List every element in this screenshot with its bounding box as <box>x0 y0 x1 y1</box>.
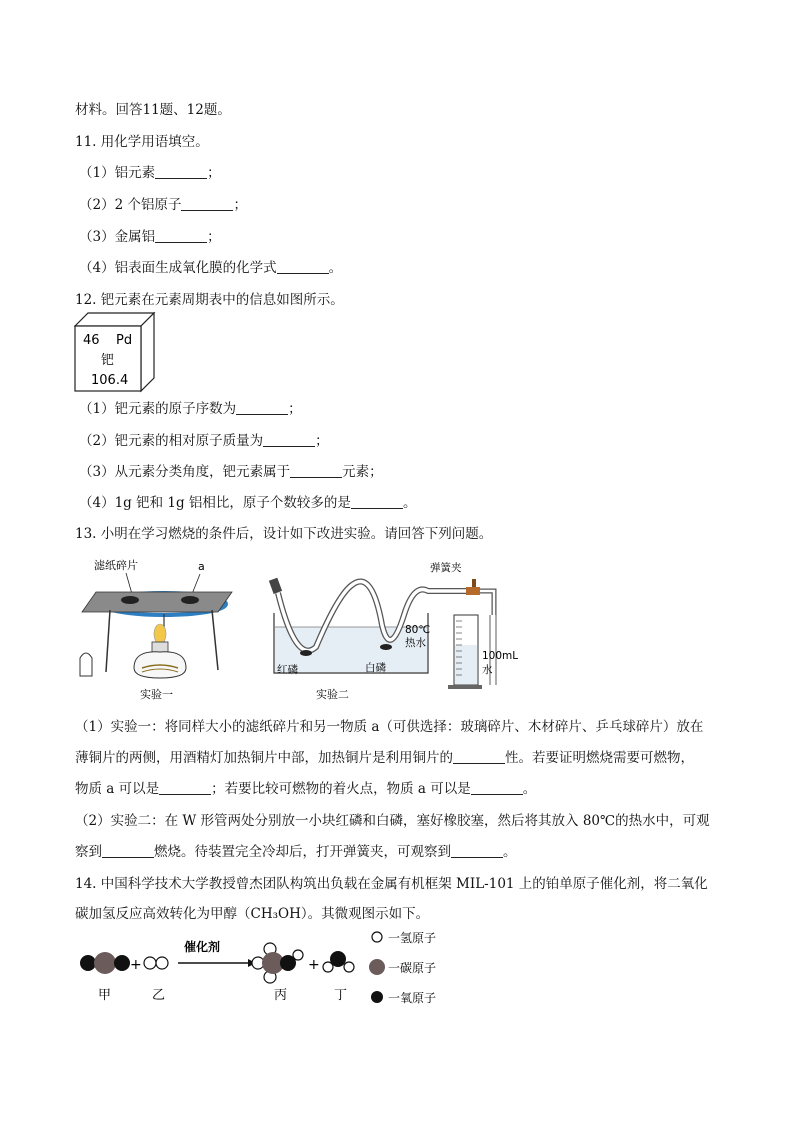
q14-line2: 碳加氢反应高效转化为甲醇（CH₃OH）。其微观图示如下。 <box>75 906 430 922</box>
q11-item-2: （2）2 个铝原子 ； <box>79 197 247 213</box>
element-number: 46 <box>83 333 100 348</box>
legend-carbon: 一碳原子 <box>388 961 437 975</box>
svg-text:丙: 丙 <box>274 988 288 1003</box>
svg-text:丁: 丁 <box>334 988 348 1003</box>
svg-text:水: 水 <box>482 664 493 676</box>
answer-blank[interactable] <box>471 780 523 795</box>
svg-text:80℃: 80℃ <box>405 624 431 636</box>
q12-item-2: （2）钯元素的相对原子质量为 ； <box>79 433 329 449</box>
svg-text:乙: 乙 <box>152 988 166 1003</box>
q11-item-3: （3）金属铝 ； <box>79 229 221 245</box>
svg-text:a: a <box>198 560 205 573</box>
svg-text:白磷: 白磷 <box>365 662 386 674</box>
answer-blank[interactable] <box>155 164 207 179</box>
svg-text:滤纸碎片: 滤纸碎片 <box>94 559 138 572</box>
answer-blank[interactable] <box>290 463 342 478</box>
answer-blank[interactable] <box>453 749 505 764</box>
q11-item-4: （4）铝表面生成氧化膜的化学式 。 <box>79 260 343 276</box>
svg-text:100mL: 100mL <box>482 650 519 662</box>
q12-item-3: （3）从元素分类角度，钯元素属于 元素； <box>79 464 383 480</box>
q12-item-4: （4）1g 钯和 1g 铝相比，原子个数较多的是 。 <box>79 495 417 511</box>
legend-oxygen: 一氧原子 <box>388 991 437 1005</box>
svg-text:+: + <box>130 957 142 973</box>
svg-text:甲: 甲 <box>98 988 112 1003</box>
element-mass: 106.4 <box>91 373 129 388</box>
svg-text:+: + <box>308 957 320 973</box>
answer-blank[interactable] <box>181 196 233 211</box>
catalyst-label: 催化剂 <box>184 940 221 954</box>
experiment-two-figure <box>268 555 528 705</box>
fig1-caption: 实验一 <box>140 688 173 701</box>
answer-blank[interactable] <box>159 780 211 795</box>
answer-blank[interactable] <box>351 494 403 509</box>
periodic-table-cell <box>74 312 158 394</box>
experiment-one-figure <box>72 550 242 705</box>
q13-p1-line1: （1）实验一：将同样大小的滤纸碎片和另一物质 a（可供选择：玻璃碎片、木材碎片、乒乓球碎片）放在 <box>75 719 704 735</box>
svg-text:弹簧夹: 弹簧夹 <box>430 562 462 574</box>
q13-p2-line2: 察到 燃烧。待装置完全冷却后，打开弹簧夹，可观察到 。 <box>75 844 517 860</box>
reaction-diagram <box>72 925 492 1010</box>
intro-text: 材料。回答11题、12题。 <box>75 102 231 118</box>
legend-hydrogen: 一氢原子 <box>388 931 437 945</box>
answer-blank[interactable] <box>236 400 288 415</box>
answer-blank[interactable] <box>155 228 207 243</box>
answer-blank[interactable] <box>277 259 329 274</box>
q11-item-1: （1）铝元素 ； <box>79 165 221 181</box>
q13-stem: 13. 小明在学习燃烧的条件后，设计如下改进实验。请回答下列问题。 <box>75 526 493 542</box>
fig2-caption: 实验二 <box>316 688 349 701</box>
q13-p1-line3: 物质 a 可以是 ；若要比较可燃物的着火点，物质 a 可以是 。 <box>75 781 537 797</box>
answer-blank[interactable] <box>263 432 315 447</box>
q13-p2-line1: （2）实验二：在 W 形管两处分别放一小块红磷和白磷，塞好橡胶塞，然后将其放入 80℃的热水中，可观 <box>75 813 710 829</box>
svg-text:红磷: 红磷 <box>277 664 298 676</box>
element-symbol: Pd <box>116 333 133 348</box>
q11-stem: 11. 用化学用语填空。 <box>75 134 209 150</box>
answer-blank[interactable] <box>102 843 154 858</box>
q12-stem: 12. 钯元素在元素周期表中的信息如图所示。 <box>75 292 344 308</box>
q13-p1-line2: 薄铜片的两侧，用酒精灯加热铜片中部，加热铜片是利用铜片的 性。若要证明燃烧需要可燃物， <box>75 750 694 766</box>
q14-line1: 14. 中国科学技术大学教授曾杰团队构筑出负载在金属有机框架 MIL-101 上的铂单原子催化剂，将二氧化 <box>75 876 708 892</box>
svg-text:热水: 热水 <box>405 637 426 649</box>
element-name: 钯 <box>101 353 115 368</box>
answer-blank[interactable] <box>451 843 503 858</box>
q12-item-1: （1）钯元素的原子序数为 ； <box>79 401 302 417</box>
